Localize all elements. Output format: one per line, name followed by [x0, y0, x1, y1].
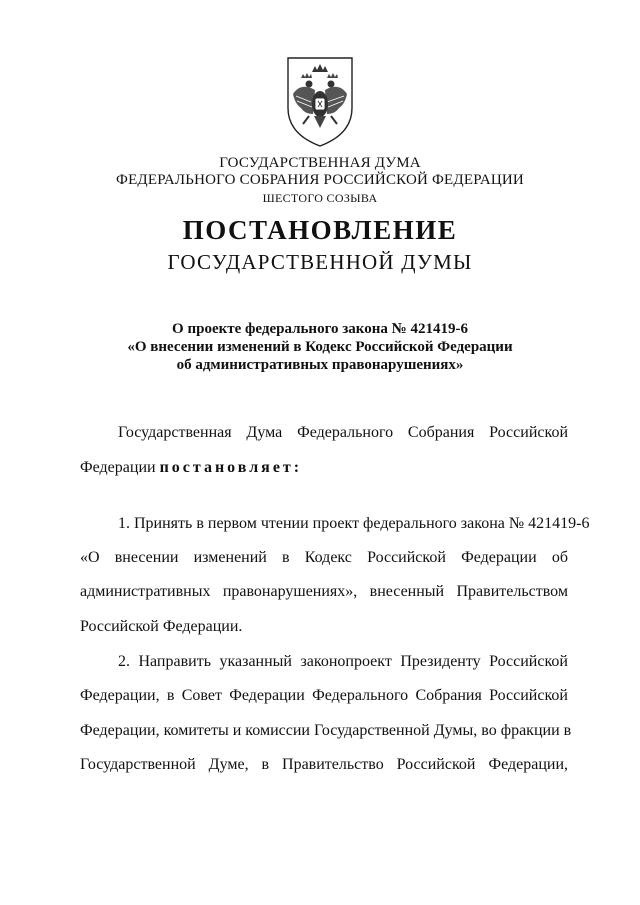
paragraph-2-line-2: Федерации, в Совет Федерации Федерального Собрания Российской — [80, 687, 568, 704]
subject-line-2: «О внесении изменений в Кодекс Российской Федерации — [127, 339, 513, 355]
convocation: ШЕСТОГО СОЗЫВА — [262, 191, 378, 205]
resolves-emphasis: постановляет: — [159, 459, 303, 476]
org-line-2: ФЕДЕРАЛЬНОГО СОБРАНИЯ РОССИЙСКОЙ ФЕДЕРАЦИИ — [116, 172, 524, 188]
state-emblem-icon — [285, 56, 355, 148]
paragraph-2-line-4: Государственной Думе, в Правительство Российской Федерации, — [80, 756, 568, 773]
intro-line-2 — [80, 459, 568, 477]
paragraph-1-line-1: 1. Принять в первом чтении проект федерального закона № 421419-6 — [118, 515, 590, 532]
document-type-title: ПОСТАНОВЛЕНИЕ — [182, 215, 458, 245]
paragraph-2-line-1: 2. Направить указанный законопроект Президенту Российской — [118, 653, 568, 670]
paragraph-2-line-3: Федерации, комитеты и комиссии Государственной Думы, во фракции в — [80, 722, 572, 739]
paragraph-1-line-3: административных правонарушениях», внесенный Правительством — [80, 583, 568, 600]
paragraph-1-line-2: «О внесении изменений в Кодекс Российской Федерации об — [80, 549, 568, 566]
subject-line-1: О проекте федерального закона № 421419-6 — [172, 321, 468, 337]
intro-federation: Федерации — [80, 459, 156, 476]
paragraph-1-line-4: Российской Федерации. — [80, 618, 243, 635]
org-line-1: ГОСУДАРСТВЕННАЯ ДУМА — [219, 155, 421, 171]
document-issuer: ГОСУДАРСТВЕННОЙ ДУМЫ — [167, 250, 473, 274]
subject-line-3: об административных правонарушениях» — [176, 357, 464, 373]
intro-line-1: Государственная Дума Федерального Собрания Российской — [118, 424, 568, 441]
